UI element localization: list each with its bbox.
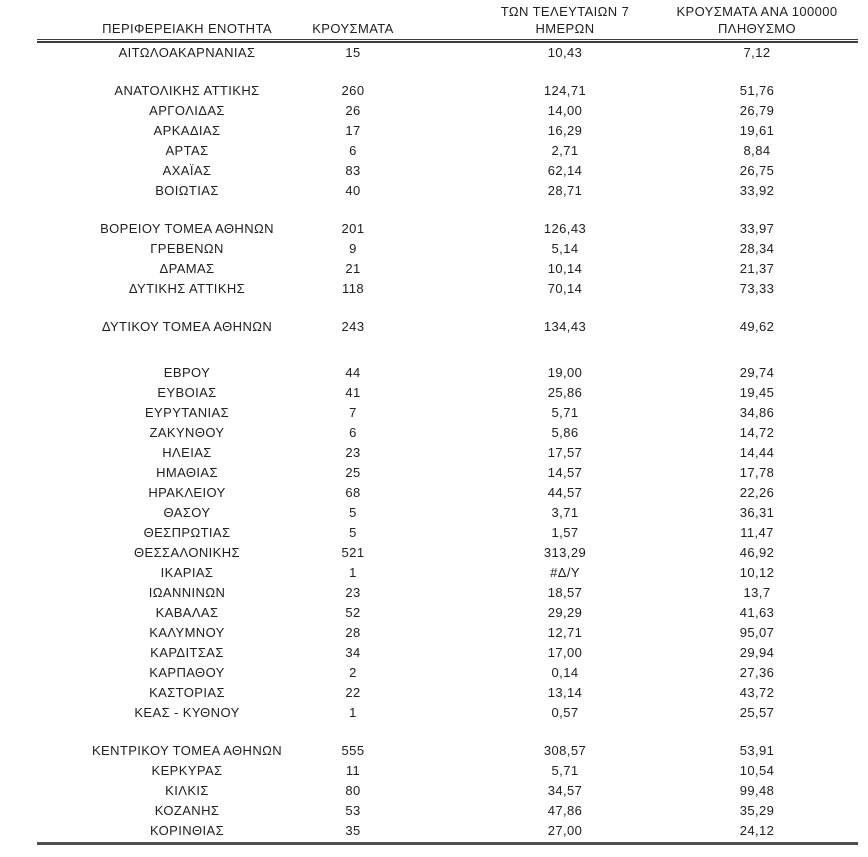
table-row (37, 741, 858, 761)
last7-avg-cell: 29,29 (547, 605, 583, 620)
column-header-label: ΚΡΟΥΣΜΑΤΑ ΑΝΑ 100000 (676, 4, 838, 19)
per-100k-cell: 46,92 (739, 545, 775, 560)
last7-avg-cell: 19,00 (547, 365, 583, 380)
region-name-cell: ΑΡΚΑΔΙΑΣ (153, 123, 221, 138)
region-name-cell: ΔΡΑΜΑΣ (159, 261, 215, 276)
last7-avg-cell: 313,29 (543, 545, 587, 560)
cases-cell: 5 (349, 505, 357, 520)
table-row (37, 643, 858, 663)
cases-cell: 22 (345, 685, 361, 700)
per-100k-cell: 73,33 (739, 281, 775, 296)
table-row (37, 623, 858, 643)
region-name-cell: ΘΑΣΟΥ (163, 505, 211, 520)
table-row (37, 279, 858, 299)
table-row (37, 317, 858, 337)
region-name-cell: ΕΒΡΟΥ (163, 365, 211, 380)
cases-cell: 9 (349, 241, 357, 256)
last7-avg-cell: 12,71 (547, 625, 583, 640)
table-row (37, 81, 858, 101)
region-name-cell: ΕΥΒΟΙΑΣ (157, 385, 217, 400)
cases-cell: 52 (345, 605, 361, 620)
per-100k-cell: 14,44 (739, 445, 775, 460)
header-rule-thin (37, 39, 858, 40)
table-row (37, 423, 858, 443)
region-name-cell: ΚΕΑΣ - ΚΥΘΝΟΥ (134, 705, 240, 720)
region-name-cell: ΓΡΕΒΕΝΩΝ (150, 241, 224, 256)
region-name-cell: ΙΚΑΡΙΑΣ (160, 565, 214, 580)
region-name-cell: ΑΧΑΪΑΣ (162, 163, 212, 178)
last7-avg-cell: 28,71 (547, 183, 583, 198)
table-row (37, 239, 858, 259)
region-name-cell: ΚΕΝΤΡΙΚΟΥ ΤΟΜΕΑ ΑΘΗΝΩΝ (91, 743, 283, 758)
table-row (37, 43, 858, 63)
cases-cell: 25 (345, 465, 361, 480)
cases-cell: 68 (345, 485, 361, 500)
per-100k-cell: 14,72 (739, 425, 775, 440)
table-row (37, 821, 858, 841)
cases-table (37, 0, 858, 845)
table-row (37, 363, 858, 383)
last7-avg-cell: 10,43 (547, 45, 583, 60)
table-row (37, 683, 858, 703)
per-100k-cell: 11,47 (740, 525, 774, 540)
per-100k-cell: 33,92 (739, 183, 775, 198)
cases-cell: 21 (345, 261, 361, 276)
table-row (37, 121, 858, 141)
cases-cell: 44 (345, 365, 361, 380)
cases-cell: 5 (349, 525, 357, 540)
section-spacer (37, 299, 858, 317)
column-header-label: ΗΜΕΡΩΝ (535, 21, 595, 36)
table-row (37, 101, 858, 121)
last7-avg-cell: 13,14 (547, 685, 583, 700)
last7-avg-cell: 27,00 (547, 823, 583, 838)
section-spacer (37, 337, 858, 363)
table-row (37, 383, 858, 403)
last7-avg-cell: 0,57 (551, 705, 579, 720)
region-name-cell: ΗΛΕΙΑΣ (162, 445, 212, 460)
last7-avg-cell: 5,71 (551, 763, 579, 778)
per-100k-cell: 33,97 (739, 221, 775, 236)
last7-avg-cell: 308,57 (543, 743, 587, 758)
table-row (37, 523, 858, 543)
cases-cell: 53 (345, 803, 361, 818)
last7-avg-cell: 5,86 (551, 425, 579, 440)
cases-cell: 118 (342, 281, 364, 296)
per-100k-cell: 28,34 (739, 241, 775, 256)
per-100k-cell: 7,12 (743, 45, 771, 60)
region-name-cell: ΚΑΣΤΟΡΙΑΣ (149, 685, 225, 700)
column-header-per100k (676, 3, 837, 37)
last7-avg-cell: 34,57 (547, 783, 583, 798)
region-name-cell: ΑΡΤΑΣ (165, 143, 209, 158)
cases-cell: 35 (345, 823, 361, 838)
region-name-cell: ΑΙΤΩΛΟΑΚΑΡΝΑΝΙΑΣ (118, 45, 256, 60)
table-row (37, 603, 858, 623)
region-name-cell: ΗΜΑΘΙΑΣ (156, 465, 218, 480)
table-row (37, 583, 858, 603)
region-name-cell: ΒΟΙΩΤΙΑΣ (155, 183, 219, 198)
per-100k-cell: 51,76 (739, 83, 775, 98)
last7-avg-cell: 0,14 (551, 665, 579, 680)
column-header-region (102, 20, 272, 37)
region-name-cell: ΚΑΒΑΛΑΣ (155, 605, 219, 620)
cases-cell: 11 (345, 763, 361, 778)
region-name-cell: ΚΟΡΙΝΘΙΑΣ (149, 823, 225, 838)
last7-avg-cell: 1,57 (551, 525, 579, 540)
cases-cell: 26 (345, 103, 361, 118)
per-100k-cell: 29,74 (739, 365, 775, 380)
table-row (37, 403, 858, 423)
cases-cell: 260 (341, 83, 365, 98)
per-100k-cell: 34,86 (739, 405, 775, 420)
per-100k-cell: 25,57 (739, 705, 775, 720)
per-100k-cell: 43,72 (739, 685, 775, 700)
last7-avg-cell: 17,57 (547, 445, 583, 460)
last7-avg-cell: 5,71 (551, 405, 579, 420)
cases-cell: 40 (345, 183, 361, 198)
per-100k-cell: 8,84 (743, 143, 771, 158)
per-100k-cell: 99,48 (739, 783, 775, 798)
region-name-cell: ΚΟΖΑΝΗΣ (154, 803, 220, 818)
per-100k-cell: 10,12 (739, 565, 775, 580)
table-row (37, 141, 858, 161)
cases-cell: 555 (341, 743, 365, 758)
per-100k-cell: 35,29 (739, 803, 775, 818)
cases-cell: 83 (345, 163, 361, 178)
region-name-cell: ΑΝΑΤΟΛΙΚΗΣ ΑΤΤΙΚΗΣ (114, 83, 260, 98)
column-header-label: ΤΩΝ ΤΕΛΕΥΤΑΙΩΝ 7 (500, 4, 630, 19)
last7-avg-cell: 3,71 (551, 505, 579, 520)
per-100k-cell: 26,79 (739, 103, 775, 118)
table-row (37, 503, 858, 523)
last7-avg-cell: 134,43 (543, 319, 587, 334)
table-row (37, 781, 858, 801)
column-header-label: ΠΕΡΙΦΕΡΕΙΑΚΗ ΕΝΟΤΗΤΑ (102, 21, 272, 36)
cases-cell: 23 (345, 585, 361, 600)
table-row (37, 463, 858, 483)
table-row (37, 219, 858, 239)
last7-avg-cell: 70,14 (547, 281, 583, 296)
table-row (37, 161, 858, 181)
table-row (37, 663, 858, 683)
last7-avg-cell: 126,43 (543, 221, 587, 236)
per-100k-cell: 29,94 (739, 645, 775, 660)
region-name-cell: ΙΩΑΝΝΙΝΩΝ (148, 585, 226, 600)
table-row (37, 563, 858, 583)
region-name-cell: ΕΥΡΥΤΑΝΙΑΣ (144, 405, 230, 420)
per-100k-cell: 36,31 (739, 505, 775, 520)
last7-avg-cell: 62,14 (547, 163, 583, 178)
last7-avg-cell: 44,57 (547, 485, 583, 500)
table-bottom-rule (37, 842, 858, 845)
cases-cell: 243 (341, 319, 365, 334)
region-name-cell: ΘΕΣΣΑΛΟΝΙΚΗΣ (134, 545, 240, 560)
per-100k-cell: 19,45 (739, 385, 775, 400)
cases-cell: 201 (341, 221, 365, 236)
table-body (37, 43, 858, 841)
per-100k-cell: 53,91 (739, 743, 775, 758)
last7-avg-cell: 14,57 (547, 465, 583, 480)
section-spacer (37, 63, 858, 81)
cases-cell: 15 (345, 45, 361, 60)
cases-cell: 1 (349, 565, 357, 580)
per-100k-cell: 27,36 (739, 665, 775, 680)
region-name-cell: ΑΡΓΟΛΙΔΑΣ (149, 103, 225, 118)
last7-avg-cell: 124,71 (543, 83, 587, 98)
last7-avg-cell: #Δ/Υ (550, 565, 580, 580)
cases-cell: 23 (345, 445, 361, 460)
region-name-cell: ΔΥΤΙΚΟΥ ΤΟΜΕΑ ΑΘΗΝΩΝ (101, 319, 273, 334)
region-name-cell: ΚΕΡΚΥΡΑΣ (151, 763, 223, 778)
table-row (37, 259, 858, 279)
cases-cell: 2 (349, 665, 357, 680)
cases-cell: 41 (345, 385, 361, 400)
per-100k-cell: 10,54 (739, 763, 775, 778)
per-100k-cell: 21,37 (739, 261, 775, 276)
per-100k-cell: 95,07 (739, 625, 775, 640)
cases-cell: 1 (349, 705, 357, 720)
per-100k-cell: 22,26 (739, 485, 775, 500)
table-row (37, 761, 858, 781)
region-name-cell: ΚΑΛΥΜΝΟΥ (149, 625, 225, 640)
section-spacer (37, 201, 858, 219)
cases-cell: 17 (345, 123, 361, 138)
column-header-label: ΠΛΗΘΥΣΜΟ (717, 21, 797, 36)
cases-cell: 7 (349, 405, 357, 420)
cases-cell: 28 (345, 625, 361, 640)
region-name-cell: ΖΑΚΥΝΘΟΥ (149, 425, 225, 440)
per-100k-cell: 41,63 (739, 605, 775, 620)
region-name-cell: ΘΕΣΠΡΩΤΙΑΣ (143, 525, 231, 540)
last7-avg-cell: 25,86 (547, 385, 583, 400)
region-name-cell: ΚΙΛΚΙΣ (165, 783, 209, 798)
region-name-cell: ΚΑΡΠΑΘΟΥ (149, 665, 225, 680)
table-row (37, 801, 858, 821)
region-name-cell: ΔΥΤΙΚΗΣ ΑΤΤΙΚΗΣ (128, 281, 246, 296)
cases-cell: 6 (349, 143, 357, 158)
table-row (37, 703, 858, 723)
cases-cell: 34 (345, 645, 361, 660)
per-100k-cell: 49,62 (739, 319, 775, 334)
per-100k-cell: 17,78 (739, 465, 775, 480)
column-header-last7 (501, 3, 629, 37)
section-spacer (37, 723, 858, 741)
last7-avg-cell: 47,86 (547, 803, 583, 818)
last7-avg-cell: 10,14 (547, 261, 583, 276)
table-header (37, 0, 858, 39)
last7-avg-cell: 5,14 (551, 241, 579, 256)
last7-avg-cell: 16,29 (547, 123, 583, 138)
per-100k-cell: 13,7 (743, 585, 771, 600)
last7-avg-cell: 2,71 (551, 143, 579, 158)
table-row (37, 181, 858, 201)
region-name-cell: ΗΡΑΚΛΕΙΟΥ (148, 485, 226, 500)
cases-cell: 521 (341, 545, 365, 560)
table-row (37, 543, 858, 563)
region-name-cell: ΒΟΡΕΙΟΥ ΤΟΜΕΑ ΑΘΗΝΩΝ (100, 221, 274, 236)
last7-avg-cell: 14,00 (547, 103, 583, 118)
per-100k-cell: 24,12 (739, 823, 775, 838)
last7-avg-cell: 17,00 (547, 645, 583, 660)
per-100k-cell: 19,61 (739, 123, 775, 138)
per-100k-cell: 26,75 (739, 163, 775, 178)
table-row (37, 443, 858, 463)
cases-cell: 80 (345, 783, 361, 798)
region-name-cell: ΚΑΡΔΙΤΣΑΣ (150, 645, 224, 660)
cases-cell: 6 (349, 425, 357, 440)
column-header-cases (312, 20, 394, 37)
column-header-label: ΚΡΟΥΣΜΑΤΑ (312, 21, 394, 36)
last7-avg-cell: 18,57 (547, 585, 583, 600)
table-row (37, 483, 858, 503)
